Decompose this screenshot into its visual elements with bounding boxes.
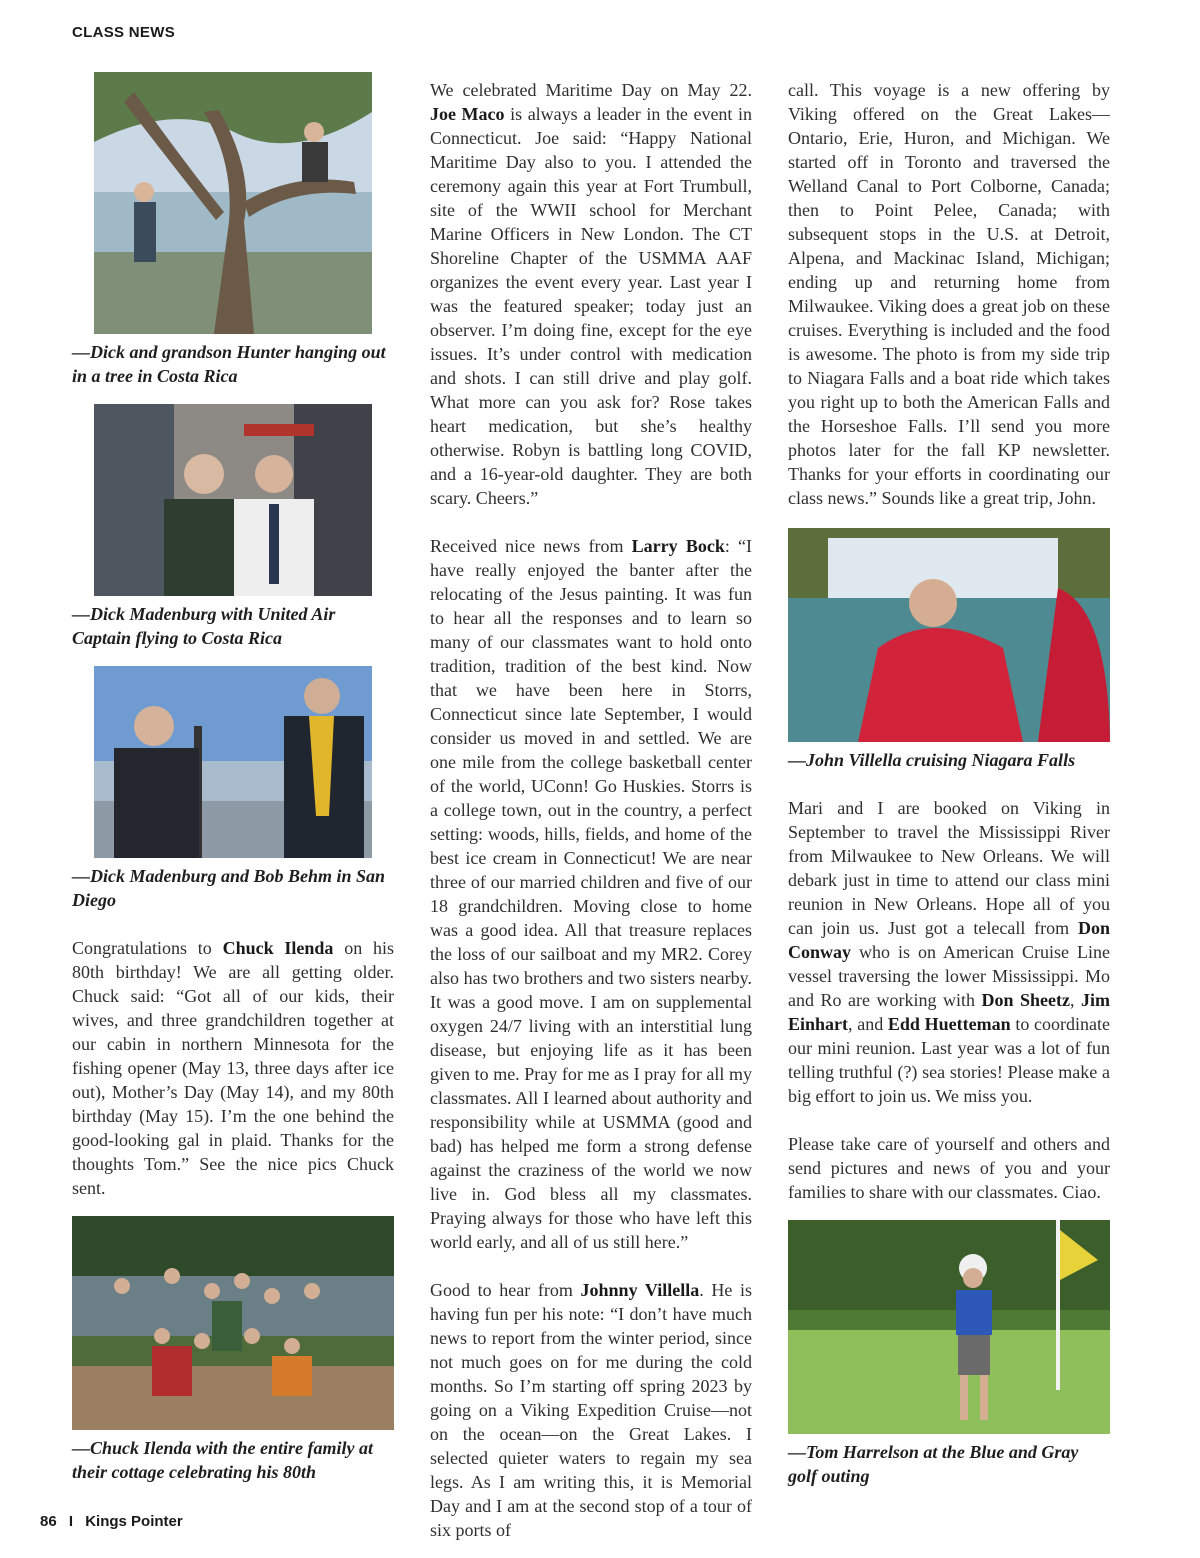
footer-separator: I: [68, 1513, 74, 1530]
page-number: 86: [40, 1513, 57, 1530]
page-footer: [40, 1513, 191, 1530]
johnny-villella-paragraph: Good to hear from Johnny Villella. He is having fun per his note: “I don’t have much news to report from the winter period, since not much goes on for me during the cold months. So I’m starting off spring 2023 by going on a Viking Expedition Cruise—not on the ocean—on the Great Lakes. I selected quieter waters to regain my sea legs. As I am writing this, it is Memorial Day and I am at the second stop of a tour of six ports of: [430, 1280, 752, 1540]
closing-paragraph: Please take care of yourself and others and send pictures and news of you and your families to share with our classmates. Ciao.: [788, 1134, 1110, 1202]
photo-5-caption: —John Villella cruising Niagara Falls: [788, 750, 1076, 770]
section-header: CLASS NEWS: [72, 24, 176, 41]
column-2: [430, 78, 752, 1542]
photo-golf-outing: [788, 1220, 1110, 1434]
publication-name: Kings Pointer: [85, 1513, 183, 1530]
viking-voyage-paragraph: call. This voyage is a new offering by Viking offered on the Great Lakes—Ontario, Erie, Huron, and Michigan. We started off in Toronto and traversed the Welland Canal to Port Colborne, Canada; then to Point Pelee, Canada; with subsequent stops in the U.S. at Detroit, Alpena, and Mackinac Island, Michigan; ending up and returning home from Milwaukee. Viking does a great job on these cruises. Everything is included and the food is awesome. The photo is from my side trip to Niagara Falls and a boat ride which takes you right up to both the American Falls and the Horseshoe Falls. I’ll send you more photos later for the fall KP newsletter. Thanks for your efforts in coordinating our class news.” Sounds like a great trip, John.: [788, 80, 1110, 508]
classmate-name: Joe Maco: [430, 104, 505, 124]
photo-4-caption: —Chuck Ilenda with the entire family at their cottage celebrating his 80th: [72, 1438, 374, 1482]
column-1: [72, 78, 394, 1484]
photo-san-diego: [94, 666, 372, 858]
classmate-name: Chuck Ilenda: [222, 938, 334, 958]
photo-2-caption: —Dick Madenburg with United Air Captain flying to Costa Rica: [72, 604, 336, 648]
column-3: [788, 78, 1110, 1488]
photo-niagara-falls: [788, 528, 1110, 742]
mari-mississippi-paragraph: Mari and I are booked on Viking in September to travel the Mississippi River from Milwaukee to New Orleans. We will debark just in time to attend our class mini reunion in New Orleans. Hope all of you can join us. Just got a telecall from Don Conway who is on American Cruise Line vessel traversing the lower Mississippi. Mo and Ro are working with Don Sheetz, Jim Einhart, and Edd Huetteman to coordinate our mini reunion. Last year was a lot of fun telling truthful (?) sea stories! Please make a big effort to join us. We miss you.: [788, 798, 1111, 1106]
photo-ilenda-family: [72, 1216, 394, 1430]
photo-tree-costa-rica: [94, 72, 372, 334]
photo-1-caption: —Dick and grandson Hunter hanging out in a tree in Costa Rica: [72, 342, 386, 386]
classmate-name: Don Sheetz: [981, 990, 1070, 1010]
classmate-name: Edd Huetteman: [887, 1014, 1011, 1034]
classmate-name: Jim Einhart: [788, 990, 1111, 1034]
classmate-name: Johnny Villella: [580, 1280, 700, 1300]
photo-united-captain: [94, 404, 372, 596]
maritime-day-paragraph: We celebrated Maritime Day on May 22. Joe Maco is always a leader in the event in Connecticut. Joe said: “Happy National Maritime Day also to you. I attended the ceremony again this year at Fort Trumbull, site of the WWII school for Merchant Marine Officers in New London. The CT Shoreline Chapter of the USMMA AAF organizes the event every year. Last year I was the featured speaker; today just an observer. I’m doing fine, except for the eye issues. It’s under control with medication and shots. I can still drive and play golf. What more can you ask for? Rose takes heart medication, but she’s healthy otherwise. Robyn is battling long COVID, and a 16-year-old daughter. They are both scary. Cheers.”: [430, 80, 753, 508]
photo-3-caption: —Dick Madenburg and Bob Behm in San Diego: [72, 866, 386, 910]
classmate-name: Larry Bock: [631, 536, 725, 556]
classmate-name: Don Conway: [788, 918, 1110, 962]
photo-6-caption: —Tom Harrelson at the Blue and Gray golf outing: [788, 1442, 1079, 1486]
larry-bock-paragraph: Received nice news from Larry Bock: “I have really enjoyed the banter after the relocating of the Jesus painting. It was fun to hear all the responses and to learn so many of our classmates want to hold onto tradition, tradition of the best kind. Now that we have been here in Storrs, Connecticut since late September, I would consider us moved in and settled. We are one mile from the college basketball center of the world, UConn! Go Huskies. Storrs is a college town, out in the country, a perfect setting: woods, hills, fields, and home of the best ice cream in Connecticut! We are near three of our married children and five of our 18 grandchildren. Moving close to home was a good idea. All that treasure replaces the loss of our sailboat and my MR2. Corey also has two brothers and two sisters nearby. It was a good move. I am on supplemental oxygen 24/7 living with an interstitial lung disease, but enjoying life as it has been given to me. Pray for me as I pray for all my classmates. All I learned about authority and responsibility while at USMMA (good and bad) has helped me form a strong defense against the craziness of the world we now live in. God bless all my classmates. Praying always for those who have left this world early, and all of us still here.”: [430, 536, 752, 1252]
chuck-ilenda-paragraph: Congratulations to Chuck Ilenda on his 80th birthday! We are all getting older. Chuck said: “Got all of our kids, their wives, and three grandchildren together at our cabin in northern Minnesota for the fishing opener (May 13, three days after ice out), Mother’s Day (May 14), and my 80th birthday (May 15). I’m the one behind the good-looking gal in plaid. Thanks for the thoughts Tom.” See the nice pics Chuck sent.: [72, 938, 394, 1198]
